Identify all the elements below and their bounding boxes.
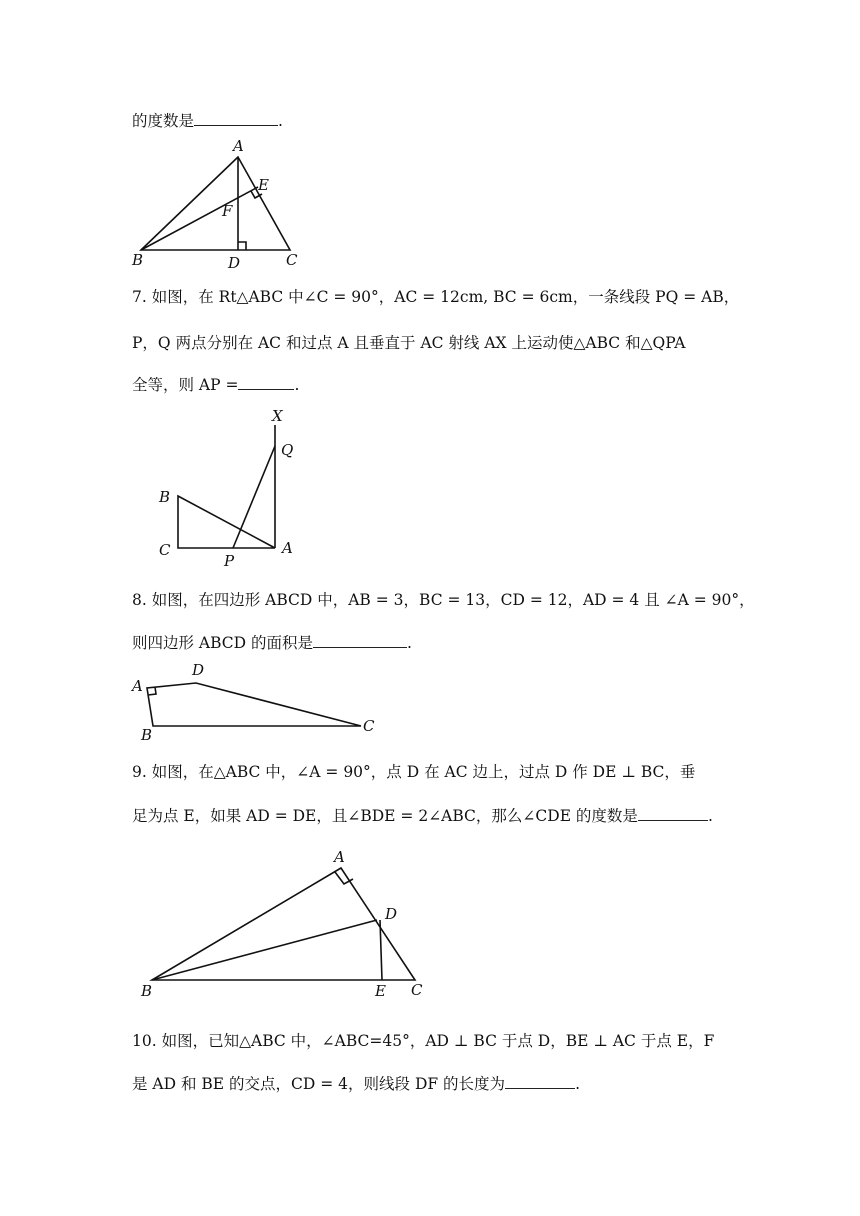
q8-line-2: 则四边形 ABCD 的面积是 .: [132, 634, 412, 652]
label-e: E: [375, 982, 386, 1000]
label-c: C: [363, 717, 375, 735]
label-f: F: [222, 202, 233, 220]
label-c: C: [286, 251, 298, 269]
q7-answer-blank[interactable]: [238, 375, 294, 390]
q6-answer-blank[interactable]: [194, 111, 278, 126]
label-p: P: [224, 552, 235, 570]
q6-tail-line: 的度数是 .: [132, 112, 283, 130]
figure-q7: [150, 403, 320, 573]
label-x: X: [272, 407, 283, 425]
label-b: B: [141, 726, 153, 744]
label-q: Q: [281, 441, 294, 459]
q10-line-2: 是 AD 和 BE 的交点，CD = 4，则线段 DF 的长度为 .: [132, 1075, 580, 1093]
q10-line-1: 10. 如图，已知△ABC 中，∠ABC=45°，AD ⊥ BC 于点 D，BE ⊥ AC 于点 E，F: [132, 1032, 715, 1050]
figure-q8-quadrilateral: [125, 660, 385, 745]
right-angle-d: [238, 242, 246, 250]
label-c: C: [159, 541, 171, 559]
label-a: A: [233, 137, 244, 155]
label-d: D: [228, 254, 241, 272]
q7-line-3: 全等，则 AP = .: [132, 376, 300, 394]
label-b: B: [132, 251, 144, 269]
q10-answer-blank[interactable]: [505, 1074, 575, 1089]
figure-q9: [135, 843, 435, 1003]
label-b: B: [159, 488, 171, 506]
figure-q6-triangle: [120, 135, 320, 275]
q9-line-2: 足为点 E，如果 AD = DE，且∠BDE = 2∠ABC，那么∠CDE 的度数是 .: [132, 807, 713, 825]
label-c: C: [411, 981, 423, 999]
segment-pq: [233, 446, 275, 548]
q7-line-2: P，Q 两点分别在 AC 和过点 A 且垂直于 AC 射线 AX 上运动使△ABC 和△QPA: [132, 334, 686, 352]
triangle-abc: [178, 496, 275, 548]
label-a: A: [282, 539, 293, 557]
q8-answer-blank[interactable]: [313, 633, 407, 648]
label-a: A: [334, 848, 345, 866]
triangle-abc: [152, 868, 415, 980]
triangle-abc: [141, 157, 290, 250]
label-e: E: [258, 176, 269, 194]
q6-tail-text: 的度数是: [132, 112, 195, 130]
segment-bd: [152, 920, 377, 980]
label-a: A: [132, 677, 143, 695]
label-d: D: [385, 905, 398, 923]
label-d: D: [192, 661, 205, 679]
q9-line-1: 9. 如图，在△ABC 中，∠A = 90°，点 D 在 AC 边上，过点 D 作 DE ⊥ BC，垂: [132, 763, 696, 781]
q9-answer-blank[interactable]: [638, 806, 708, 821]
segment-be: [141, 187, 258, 250]
q7-line-1: 7. 如图，在 Rt△ABC 中∠C = 90°，AC = 12cm, BC = 6cm，一条线段 PQ = AB，: [132, 288, 740, 306]
quadrilateral-abcd: [147, 683, 361, 726]
q8-line-1: 8. 如图，在四边形 ABCD 中，AB = 3，BC = 13，CD = 12，AD = 4 且 ∠A = 90°，: [132, 591, 755, 609]
label-b: B: [141, 982, 153, 1000]
